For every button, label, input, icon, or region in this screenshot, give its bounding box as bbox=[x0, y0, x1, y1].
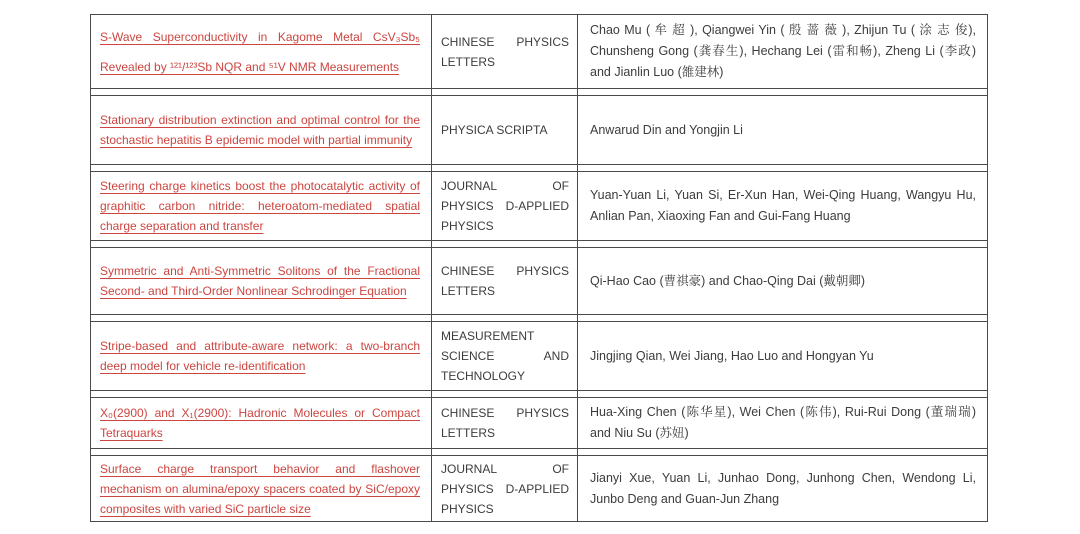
column-divider-journal-authors bbox=[577, 14, 578, 522]
authors-text: Qi-Hao Cao (曹祺豪) and Chao-Qing Dai (戴朝卿) bbox=[590, 273, 866, 288]
paper-title-link[interactable]: Symmetric and Anti-Symmetric Solitons of the Fractional Second- and Third-Order Nonlinear Schrodinger Equation bbox=[100, 264, 420, 298]
journal-name: CHINESE PHYSICS LETTERS bbox=[441, 406, 569, 440]
table-border-right bbox=[987, 14, 988, 522]
journal-name: JOURNAL OF PHYSICS D-APPLIED PHYSICS bbox=[441, 461, 569, 516]
authors-text: Jianyi Xue, Yuan Li, Junhao Dong, Junhong Chen, Wendong Li, Junbo Deng and Guan-Jun Zhang bbox=[590, 470, 976, 506]
paper-title-cell bbox=[90, 96, 432, 164]
paper-title-cell bbox=[90, 398, 432, 448]
journal-cell bbox=[432, 172, 578, 240]
authors-text: Jingjing Qian, Wei Jiang, Hao Luo and Hongyan Yu bbox=[590, 348, 874, 363]
paper-title-link[interactable]: Steering charge kinetics boost the photocatalytic activity of graphitic carbon nitride: heteroatom-mediated spatial charge separation and transfer bbox=[100, 179, 420, 233]
journal-cell bbox=[432, 456, 578, 521]
journal-cell bbox=[432, 322, 578, 390]
table-row bbox=[90, 171, 988, 241]
publications-table bbox=[90, 14, 988, 522]
paper-title-link[interactable]: S-Wave Superconductivity in Kagome Metal CsV₃Sb₅ Revealed by ¹²¹/¹²³Sb NQR and ⁵¹V NMR Measurements bbox=[100, 29, 420, 74]
paper-title-link[interactable]: Surface charge transport behavior and flashover mechanism on alumina/epoxy spacers coated by SiC/epoxy composites with varied SiC particle size bbox=[100, 461, 420, 516]
journal-name: JOURNAL OF PHYSICS D-APPLIED PHYSICS bbox=[441, 179, 569, 233]
journal-name: PHYSICA SCRIPTA bbox=[441, 123, 548, 137]
authors-cell bbox=[578, 456, 988, 521]
paper-title-link[interactable]: X₀(2900) and X₁(2900): Hadronic Molecules or Compact Tetraquarks bbox=[100, 406, 420, 440]
table-row bbox=[90, 95, 988, 165]
journal-cell bbox=[432, 96, 578, 164]
authors-cell bbox=[578, 172, 988, 240]
authors-text: Anwarud Din and Yongjin Li bbox=[590, 122, 743, 137]
authors-cell bbox=[578, 248, 988, 314]
table-row bbox=[90, 397, 988, 449]
journal-cell bbox=[432, 15, 578, 88]
paper-title-link[interactable]: Stripe-based and attribute-aware network: a two-branch deep model for vehicle re-identification bbox=[100, 339, 420, 373]
table-row bbox=[90, 321, 988, 391]
journal-cell bbox=[432, 398, 578, 448]
authors-cell bbox=[578, 322, 988, 390]
journal-name: CHINESE PHYSICS LETTERS bbox=[441, 264, 569, 298]
authors-cell bbox=[578, 15, 988, 88]
paper-title-link[interactable]: Stationary distribution extinction and optimal control for the stochastic hepatitis B epidemic model with partial immunity bbox=[100, 113, 420, 147]
authors-text: Yuan-Yuan Li, Yuan Si, Er-Xun Han, Wei-Qing Huang, Wangyu Hu, Anlian Pan, Xiaoxing Fan and Gui-Fang Huang bbox=[590, 188, 976, 223]
paper-title-cell bbox=[90, 248, 432, 314]
authors-cell bbox=[578, 96, 988, 164]
column-divider-title-journal bbox=[431, 14, 432, 522]
authors-text: Hua-Xing Chen (陈华星), Wei Chen (陈伟), Rui-Rui Dong (董瑞瑞) and Niu Su (苏妞) bbox=[590, 405, 976, 440]
table-row bbox=[90, 14, 988, 89]
journal-cell bbox=[432, 248, 578, 314]
table-row bbox=[90, 455, 988, 522]
journal-name: MEASUREMENT SCIENCE AND TECHNOLOGY bbox=[441, 329, 569, 383]
table-row bbox=[90, 247, 988, 315]
paper-title-cell bbox=[90, 322, 432, 390]
table-border-left bbox=[90, 14, 91, 522]
paper-title-cell bbox=[90, 15, 432, 88]
authors-text: Chao Mu ( 牟 超 ), Qiangwei Yin ( 殷 蔷 薇 ), Zhijun Tu ( 涂 志 俊), Chunsheng Gong (龚春生), Hechang Lei (雷和畅), Zheng Li (李政) and Jianlin Luo (雒建林) bbox=[590, 23, 976, 79]
authors-cell bbox=[578, 398, 988, 448]
paper-title-cell bbox=[90, 172, 432, 240]
journal-name: CHINESE PHYSICS LETTERS bbox=[441, 34, 569, 69]
paper-title-cell bbox=[90, 456, 432, 521]
